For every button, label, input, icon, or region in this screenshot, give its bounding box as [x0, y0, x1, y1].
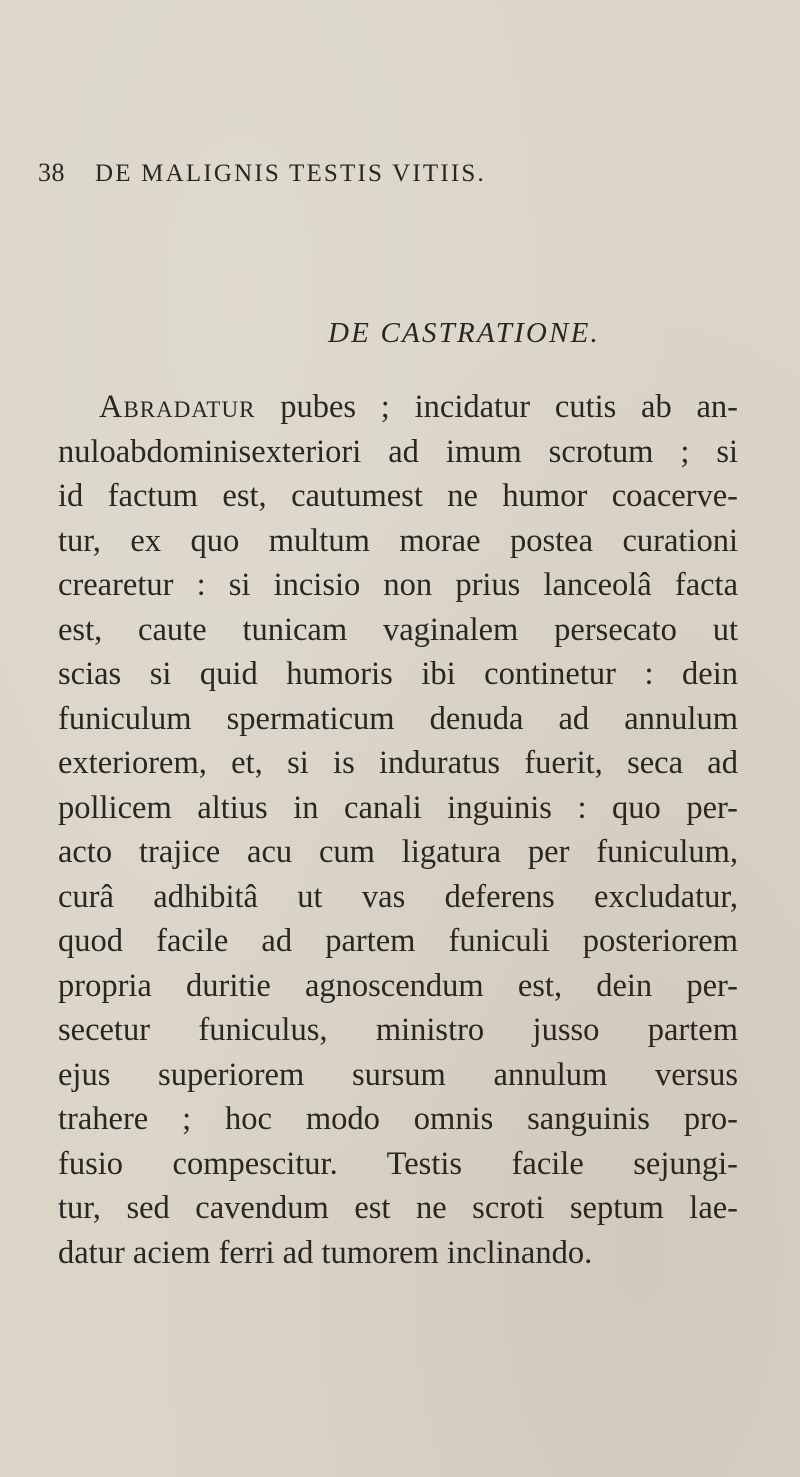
text-line: ejus superiorem sursum annulum versus — [58, 1056, 738, 1093]
text-line: pollicem altius in canali inguinis : quo per- — [58, 789, 738, 826]
text-line: propria duritie agnoscendum est, dein per- — [58, 967, 738, 1004]
running-head — [38, 158, 688, 198]
text-line: trahere ; hoc modo omnis sanguinis pro- — [58, 1101, 738, 1137]
page-number: 38 — [38, 158, 65, 187]
text-line: est, caute tunicam vaginalem persecato ut — [58, 611, 738, 648]
text-line: curâ adhibitâ ut vas deferens excludatur, — [58, 878, 738, 915]
section-heading: DE CASTRATIONE. — [328, 317, 600, 349]
text-line-content: pubes ; incidatur cutis ab an- — [255, 389, 738, 425]
text-line: fusio compescitur. Testis facile sejungi- — [58, 1145, 738, 1182]
text-line: nuloabdominisexteriori ad imum scrotum ; si — [58, 433, 738, 470]
text-line: secetur funiculus, ministro jusso partem — [58, 1012, 738, 1048]
text-line: acto trajice acu cum ligatura per funiculum, — [58, 834, 738, 870]
text-line: funiculum spermaticum denuda ad annulum — [58, 700, 738, 737]
lead-word: Abradatur — [99, 389, 256, 425]
text-line — [58, 385, 738, 430]
text-line: datur aciem ferri ad tumorem inclinando. — [58, 1234, 593, 1271]
text-line: scias si quid humoris ibi continetur : dein — [58, 656, 738, 692]
text-line: crearetur : si incisio non prius lanceolâ facta — [58, 567, 738, 603]
text-line: exteriorem, et, si is induratus fuerit, seca ad — [58, 745, 738, 781]
text-line: id factum est, cautumest ne humor coacerve- — [58, 478, 738, 514]
running-title: DE MALIGNIS TESTIS VITIIS. — [95, 160, 486, 187]
text-line: tur, sed cavendum est ne scroti septum lae- — [58, 1190, 738, 1226]
body-paragraph — [58, 385, 738, 1275]
text-line: tur, ex quo multum morae postea curationi — [58, 522, 738, 559]
text-line: quod facile ad partem funiculi posteriorem — [58, 923, 738, 959]
